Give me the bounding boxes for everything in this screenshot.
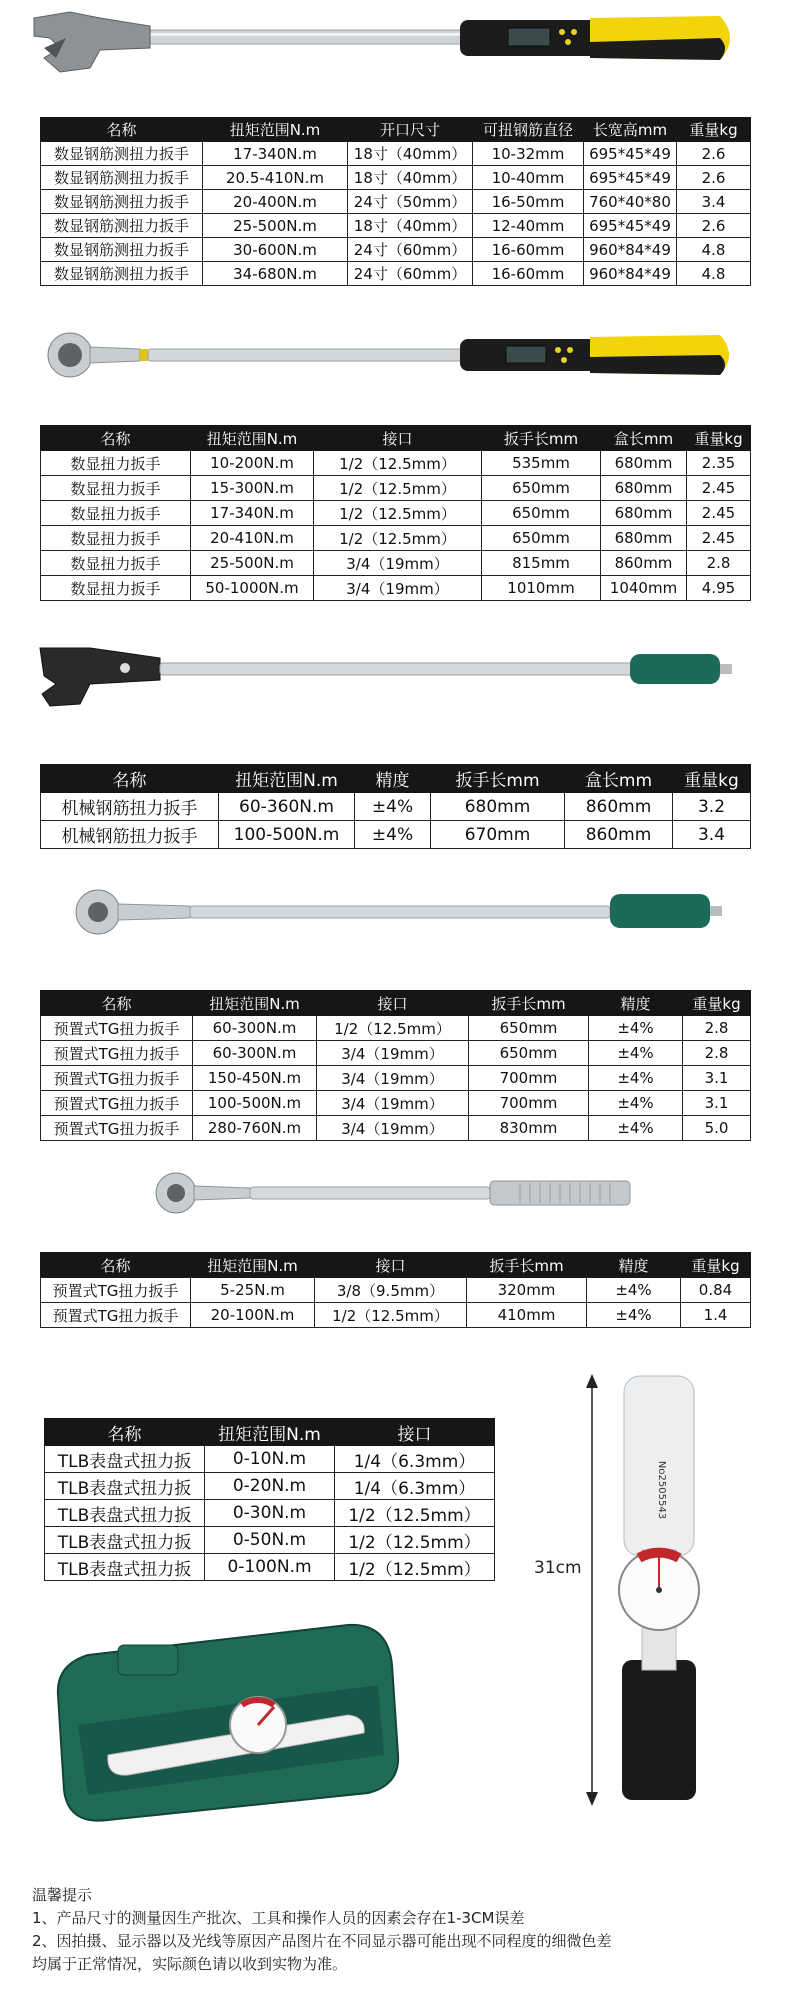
table-cell: 2.45 bbox=[687, 526, 751, 551]
table-row bbox=[41, 142, 751, 166]
table-cell: 3.1 bbox=[683, 1091, 751, 1116]
table-cell: ±4% bbox=[587, 1278, 681, 1303]
table-cell: 10-40mm bbox=[473, 166, 584, 190]
table-cell: 1/4（6.3mm） bbox=[335, 1473, 495, 1500]
table-cell: 0-50N.m bbox=[205, 1527, 335, 1554]
table-cell: 680mm bbox=[601, 451, 687, 476]
table-cell: 410mm bbox=[467, 1303, 587, 1328]
table-cell: 1/2（12.5mm） bbox=[314, 526, 482, 551]
table-row bbox=[41, 190, 751, 214]
digital-ratchet-torque-wrench-image bbox=[30, 325, 750, 385]
table-cell: 34-680N.m bbox=[203, 262, 348, 286]
table-cell: 860mm bbox=[565, 793, 673, 821]
table-cell: 2.45 bbox=[687, 501, 751, 526]
table-row bbox=[41, 501, 751, 526]
table-cell: 3/4（19mm） bbox=[317, 1066, 469, 1091]
table-cell: 535mm bbox=[482, 451, 601, 476]
table-cell: 680mm bbox=[601, 526, 687, 551]
table-cell: 25-500N.m bbox=[191, 551, 314, 576]
dimension-label: 31cm bbox=[534, 1558, 582, 1578]
table-row bbox=[45, 1500, 495, 1527]
table-cell: 数显扭力扳手 bbox=[41, 576, 191, 601]
table-cell: 预置式TG扭力扳手 bbox=[41, 1016, 193, 1041]
table-cell: 10-200N.m bbox=[191, 451, 314, 476]
table-cell: 0.84 bbox=[681, 1278, 751, 1303]
table-row bbox=[41, 551, 751, 576]
table-cell: 25-500N.m bbox=[203, 214, 348, 238]
table-cell: ±4% bbox=[589, 1116, 683, 1141]
spec-table-tlb-dial bbox=[44, 1418, 495, 1581]
table-row bbox=[41, 1066, 751, 1091]
mechanical-rebar-torque-wrench-image bbox=[30, 640, 750, 712]
table-cell: 预置式TG扭力扳手 bbox=[41, 1116, 193, 1141]
table-cell: 680mm bbox=[601, 476, 687, 501]
col-header: 重量kg bbox=[683, 991, 751, 1016]
table-cell: 0-10N.m bbox=[205, 1446, 335, 1473]
table-row bbox=[41, 1016, 751, 1041]
table-cell: 18寸（40mm） bbox=[348, 214, 473, 238]
col-header: 接口 bbox=[335, 1419, 495, 1446]
table-cell: 760*40*80 bbox=[584, 190, 677, 214]
col-header: 重量kg bbox=[673, 765, 751, 793]
table-row bbox=[45, 1446, 495, 1473]
col-header: 扭矩范围N.m bbox=[205, 1419, 335, 1446]
table-cell: 预置式TG扭力扳手 bbox=[41, 1278, 191, 1303]
col-header: 扳手长mm bbox=[482, 426, 601, 451]
col-header: 精度 bbox=[587, 1253, 681, 1278]
table-row bbox=[41, 1116, 751, 1141]
table-cell: 数显扭力扳手 bbox=[41, 451, 191, 476]
table-cell: 680mm bbox=[601, 501, 687, 526]
table-row bbox=[41, 166, 751, 190]
notice-line: 2、因拍摄、显示器以及光线等原因产品图片在不同显示器可能出现不同程度的细微色差 bbox=[32, 1932, 612, 1950]
table-row bbox=[41, 1278, 751, 1303]
table-cell: 700mm bbox=[469, 1091, 589, 1116]
table-cell: 650mm bbox=[469, 1016, 589, 1041]
table-cell: 3/4（19mm） bbox=[314, 576, 482, 601]
table-cell: 3.1 bbox=[683, 1066, 751, 1091]
table-row bbox=[41, 262, 751, 286]
table-cell: 650mm bbox=[482, 526, 601, 551]
table-cell: 3/4（19mm） bbox=[314, 551, 482, 576]
table-cell: 17-340N.m bbox=[191, 501, 314, 526]
table-cell: 0-30N.m bbox=[205, 1500, 335, 1527]
col-header: 接口 bbox=[315, 1253, 467, 1278]
table-cell: 1/2（12.5mm） bbox=[314, 476, 482, 501]
notice-title: 温馨提示 bbox=[32, 1886, 93, 1904]
col-header: 接口 bbox=[314, 426, 482, 451]
table-cell: 数显钢筋测扭力扳手 bbox=[41, 262, 203, 286]
table-cell: 1/2（12.5mm） bbox=[335, 1554, 495, 1581]
table-cell: 5.0 bbox=[683, 1116, 751, 1141]
table-cell: 2.6 bbox=[677, 214, 751, 238]
col-header: 开口尺寸 bbox=[348, 118, 473, 142]
spec-table-digital bbox=[40, 425, 751, 601]
table-cell: 695*45*49 bbox=[584, 214, 677, 238]
preset-tg-torque-wrench-image bbox=[70, 882, 750, 942]
table-row bbox=[41, 238, 751, 262]
table-cell: 60-300N.m bbox=[193, 1041, 317, 1066]
table-cell: 10-32mm bbox=[473, 142, 584, 166]
table-cell: 预置式TG扭力扳手 bbox=[41, 1091, 193, 1116]
col-header: 名称 bbox=[45, 1419, 205, 1446]
col-header: 扭矩范围N.m bbox=[193, 991, 317, 1016]
table-row bbox=[41, 526, 751, 551]
table-cell: ±4% bbox=[589, 1091, 683, 1116]
table-row bbox=[45, 1473, 495, 1500]
col-header: 扭矩范围N.m bbox=[191, 1253, 315, 1278]
table-cell: 960*84*49 bbox=[584, 238, 677, 262]
table-cell: 18寸（40mm） bbox=[348, 142, 473, 166]
table-row bbox=[41, 821, 751, 849]
notice-section bbox=[32, 1884, 772, 1976]
table-cell: 1.4 bbox=[681, 1303, 751, 1328]
col-header: 扭矩范围N.m bbox=[203, 118, 348, 142]
table-row bbox=[41, 476, 751, 501]
table-row bbox=[41, 793, 751, 821]
table-cell: 预置式TG扭力扳手 bbox=[41, 1041, 193, 1066]
table-header-row bbox=[41, 765, 751, 793]
table-cell: 3/8（9.5mm） bbox=[315, 1278, 467, 1303]
table-cell: 100-500N.m bbox=[219, 821, 355, 849]
table-cell: TLB表盘式扭力扳 bbox=[45, 1554, 205, 1581]
table-header-row bbox=[45, 1419, 495, 1446]
table-cell: 数显扭力扳手 bbox=[41, 526, 191, 551]
col-header: 重量kg bbox=[687, 426, 751, 451]
table-cell: 0-100N.m bbox=[205, 1554, 335, 1581]
table-cell: 680mm bbox=[431, 793, 565, 821]
table-header-row bbox=[41, 426, 751, 451]
table-cell: 60-360N.m bbox=[219, 793, 355, 821]
col-header: 名称 bbox=[41, 991, 193, 1016]
table-cell: 3/4（19mm） bbox=[317, 1091, 469, 1116]
table-cell: 16-60mm bbox=[473, 262, 584, 286]
col-header: 重量kg bbox=[681, 1253, 751, 1278]
table-cell: 960*84*49 bbox=[584, 262, 677, 286]
table-cell: TLB表盘式扭力扳 bbox=[45, 1527, 205, 1554]
table-cell: 2.45 bbox=[687, 476, 751, 501]
table-cell: 5-25N.m bbox=[191, 1278, 315, 1303]
table-cell: 数显钢筋测扭力扳手 bbox=[41, 238, 203, 262]
col-header: 扳手长mm bbox=[467, 1253, 587, 1278]
col-header: 精度 bbox=[589, 991, 683, 1016]
table-cell: 3.4 bbox=[677, 190, 751, 214]
table-cell: 650mm bbox=[482, 501, 601, 526]
table-header-row bbox=[41, 118, 751, 142]
small-preset-tg-torque-wrench-image bbox=[150, 1165, 640, 1221]
table-cell: ±4% bbox=[589, 1066, 683, 1091]
table-cell: 2.6 bbox=[677, 142, 751, 166]
table-cell: ±4% bbox=[587, 1303, 681, 1328]
spec-table-preset-tg bbox=[40, 990, 751, 1141]
table-cell: TLB表盘式扭力扳 bbox=[45, 1446, 205, 1473]
col-header: 扳手长mm bbox=[431, 765, 565, 793]
table-cell: 预置式TG扭力扳手 bbox=[41, 1066, 193, 1091]
table-cell: 280-760N.m bbox=[193, 1116, 317, 1141]
table-header-row bbox=[41, 1253, 751, 1278]
table-cell: 数显扭力扳手 bbox=[41, 551, 191, 576]
table-cell: 50-1000N.m bbox=[191, 576, 314, 601]
table-cell: 670mm bbox=[431, 821, 565, 849]
table-cell: 1040mm bbox=[601, 576, 687, 601]
table-cell: 100-500N.m bbox=[193, 1091, 317, 1116]
table-cell: 650mm bbox=[469, 1041, 589, 1066]
table-cell: 数显钢筋测扭力扳手 bbox=[41, 166, 203, 190]
table-cell: 60-300N.m bbox=[193, 1016, 317, 1041]
col-header: 名称 bbox=[41, 1253, 191, 1278]
col-header: 名称 bbox=[41, 118, 203, 142]
col-header: 盒长mm bbox=[565, 765, 673, 793]
table-cell: 3/4（19mm） bbox=[317, 1041, 469, 1066]
table-cell: 1/2（12.5mm） bbox=[317, 1016, 469, 1041]
table-cell: 4.8 bbox=[677, 238, 751, 262]
table-cell: 4.8 bbox=[677, 262, 751, 286]
table-cell: 320mm bbox=[467, 1278, 587, 1303]
table-cell: 1/2（12.5mm） bbox=[315, 1303, 467, 1328]
table-cell: 机械钢筋扭力扳手 bbox=[41, 821, 219, 849]
table-cell: 3.2 bbox=[673, 793, 751, 821]
dial-serial-number: No2505543 bbox=[656, 1460, 667, 1520]
table-cell: 650mm bbox=[482, 476, 601, 501]
table-cell: 2.8 bbox=[683, 1016, 751, 1041]
table-cell: 860mm bbox=[565, 821, 673, 849]
spec-table-mechanical-rebar bbox=[40, 764, 751, 849]
table-cell: TLB表盘式扭力扳 bbox=[45, 1500, 205, 1527]
table-cell: 2.6 bbox=[677, 166, 751, 190]
table-cell: 830mm bbox=[469, 1116, 589, 1141]
table-cell: ±4% bbox=[355, 793, 431, 821]
dial-torque-wrench-image bbox=[606, 1370, 726, 1810]
col-header: 精度 bbox=[355, 765, 431, 793]
table-cell: ±4% bbox=[589, 1016, 683, 1041]
table-cell: 24寸（60mm） bbox=[348, 262, 473, 286]
table-cell: ±4% bbox=[355, 821, 431, 849]
table-cell: 16-60mm bbox=[473, 238, 584, 262]
digital-rebar-torque-wrench-image bbox=[30, 8, 750, 80]
table-cell: 4.95 bbox=[687, 576, 751, 601]
table-cell: 815mm bbox=[482, 551, 601, 576]
table-cell: 695*45*49 bbox=[584, 142, 677, 166]
table-row bbox=[41, 1091, 751, 1116]
col-header: 扭矩范围N.m bbox=[191, 426, 314, 451]
notice-line: 均属于正常情况，实际颜色请以收到实物为准。 bbox=[32, 1955, 348, 1973]
table-cell: 1/2（12.5mm） bbox=[335, 1527, 495, 1554]
table-cell: 695*45*49 bbox=[584, 166, 677, 190]
col-header: 盒长mm bbox=[601, 426, 687, 451]
table-cell: ±4% bbox=[589, 1041, 683, 1066]
col-header: 可扭钢筋直径 bbox=[473, 118, 584, 142]
table-cell: 数显钢筋测扭力扳手 bbox=[41, 214, 203, 238]
table-cell: 860mm bbox=[601, 551, 687, 576]
table-cell: 1010mm bbox=[482, 576, 601, 601]
table-cell: 数显扭力扳手 bbox=[41, 476, 191, 501]
table-row bbox=[45, 1554, 495, 1581]
table-cell: 12-40mm bbox=[473, 214, 584, 238]
table-cell: 数显钢筋测扭力扳手 bbox=[41, 190, 203, 214]
table-cell: 20-100N.m bbox=[191, 1303, 315, 1328]
table-cell: 15-300N.m bbox=[191, 476, 314, 501]
table-row bbox=[41, 451, 751, 476]
table-cell: 18寸（40mm） bbox=[348, 166, 473, 190]
table-cell: 24寸（60mm） bbox=[348, 238, 473, 262]
table-row bbox=[45, 1527, 495, 1554]
table-cell: 1/2（12.5mm） bbox=[335, 1500, 495, 1527]
table-cell: 150-450N.m bbox=[193, 1066, 317, 1091]
table-cell: 0-20N.m bbox=[205, 1473, 335, 1500]
table-cell: 2.8 bbox=[687, 551, 751, 576]
spec-table-digital-rebar bbox=[40, 117, 751, 286]
table-cell: 20.5-410N.m bbox=[203, 166, 348, 190]
storage-case-image bbox=[48, 1605, 408, 1835]
col-header: 重量kg bbox=[677, 118, 751, 142]
table-cell: 1/2（12.5mm） bbox=[314, 451, 482, 476]
table-cell: 3.4 bbox=[673, 821, 751, 849]
table-cell: 700mm bbox=[469, 1066, 589, 1091]
table-cell: 1/4（6.3mm） bbox=[335, 1446, 495, 1473]
table-row bbox=[41, 1041, 751, 1066]
table-cell: 2.35 bbox=[687, 451, 751, 476]
table-cell: 20-400N.m bbox=[203, 190, 348, 214]
table-row bbox=[41, 576, 751, 601]
table-cell: 20-410N.m bbox=[191, 526, 314, 551]
table-cell: 数显扭力扳手 bbox=[41, 501, 191, 526]
col-header: 名称 bbox=[41, 426, 191, 451]
table-cell: 机械钢筋扭力扳手 bbox=[41, 793, 219, 821]
table-cell: 2.8 bbox=[683, 1041, 751, 1066]
table-cell: 17-340N.m bbox=[203, 142, 348, 166]
table-cell: 预置式TG扭力扳手 bbox=[41, 1303, 191, 1328]
notice-line: 1、产品尺寸的测量因生产批次、工具和操作人员的因素会存在1-3CM误差 bbox=[32, 1909, 525, 1927]
table-cell: 3/4（19mm） bbox=[317, 1116, 469, 1141]
table-cell: 24寸（50mm） bbox=[348, 190, 473, 214]
table-row bbox=[41, 1303, 751, 1328]
spec-table-small-preset-tg bbox=[40, 1252, 751, 1328]
table-row bbox=[41, 214, 751, 238]
col-header: 接口 bbox=[317, 991, 469, 1016]
table-cell: 16-50mm bbox=[473, 190, 584, 214]
table-cell: 1/2（12.5mm） bbox=[314, 501, 482, 526]
col-header: 扭矩范围N.m bbox=[219, 765, 355, 793]
col-header: 长宽高mm bbox=[584, 118, 677, 142]
table-cell: 数显钢筋测扭力扳手 bbox=[41, 142, 203, 166]
table-cell: TLB表盘式扭力扳 bbox=[45, 1473, 205, 1500]
table-cell: 30-600N.m bbox=[203, 238, 348, 262]
table-header-row bbox=[41, 991, 751, 1016]
col-header: 扳手长mm bbox=[469, 991, 589, 1016]
col-header: 名称 bbox=[41, 765, 219, 793]
